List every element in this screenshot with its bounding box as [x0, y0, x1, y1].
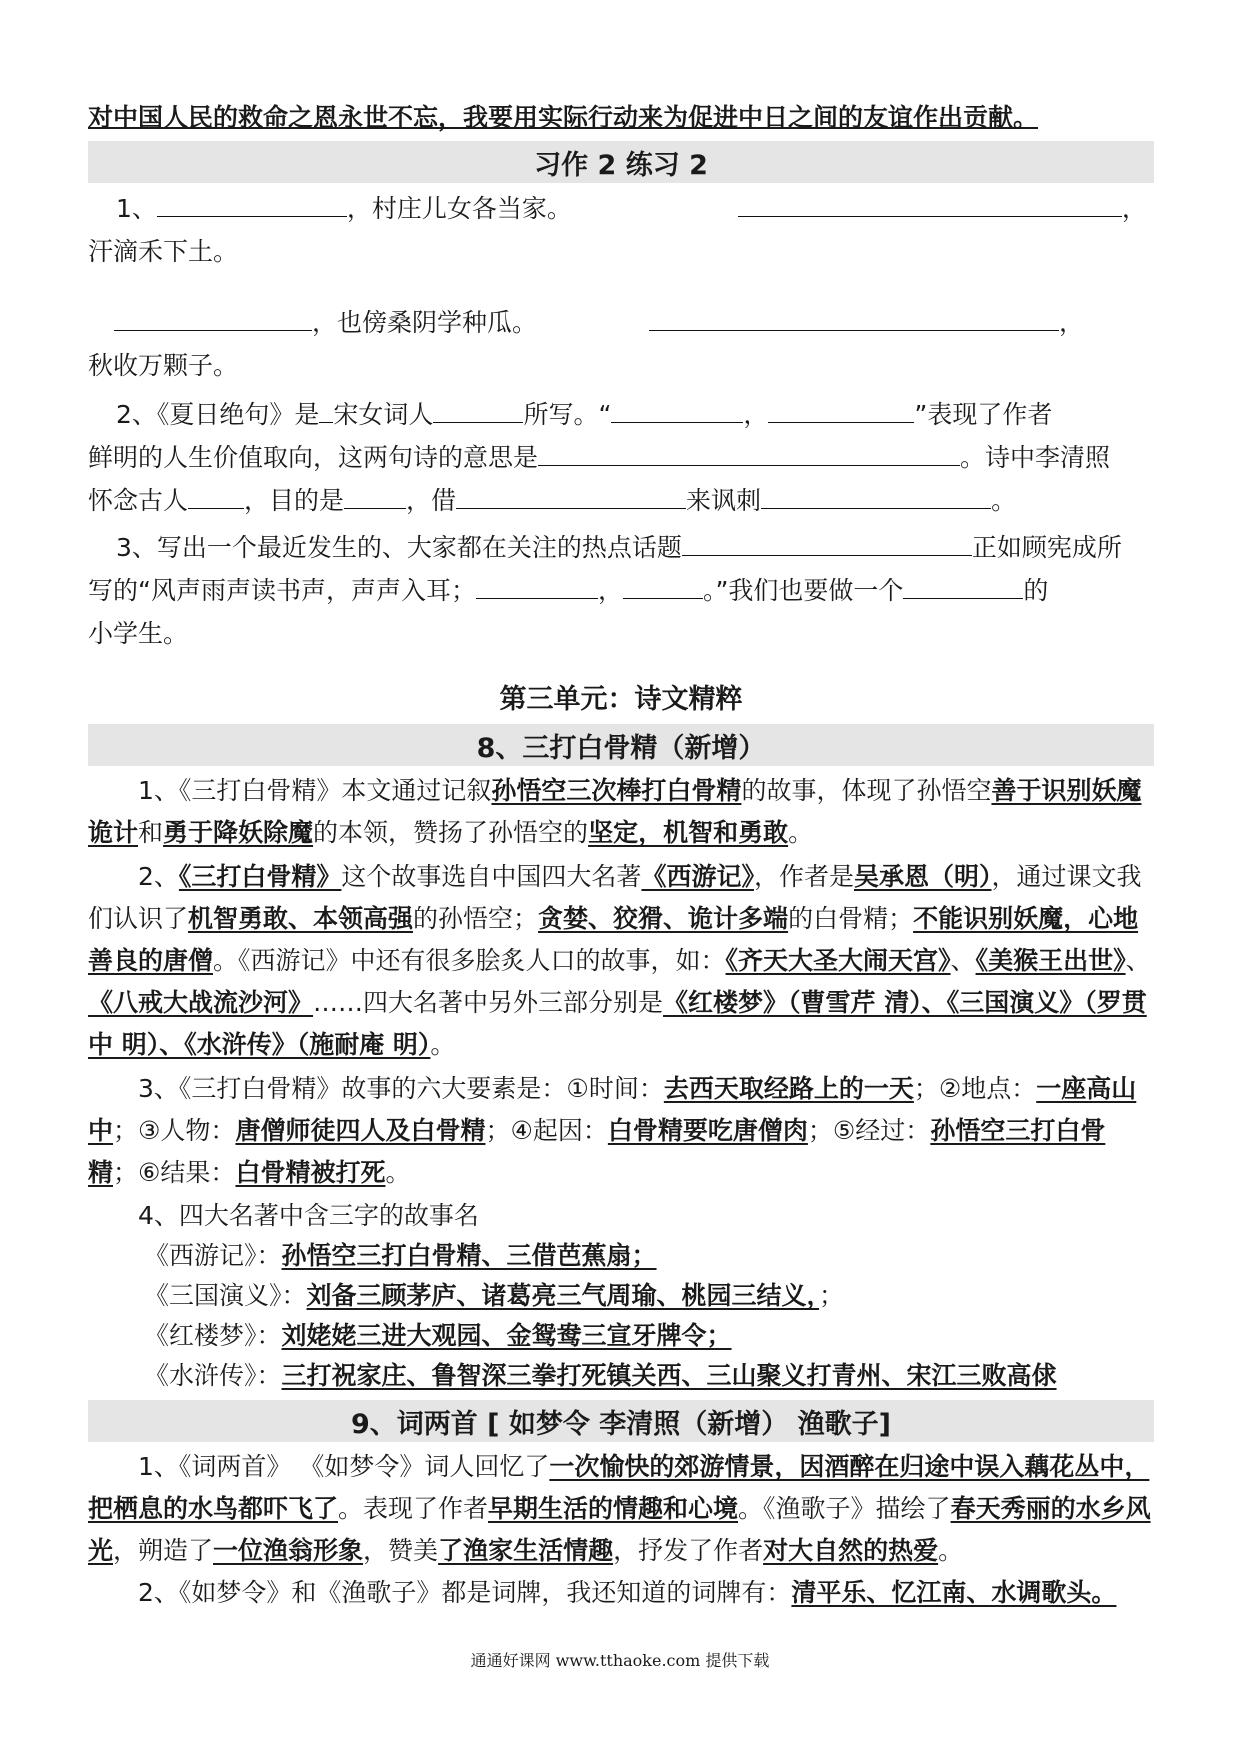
answer: 唐僧师徒四人及白骨精: [235, 1116, 486, 1145]
lesson-8-item-1: 1、《三打白骨精》本文通过记叙孙悟空三次棒打白骨精的故事，体现了孙悟空善于识别妖魔诡计和勇于降妖除魔的本领，赞扬了孙悟空的坚定，机智和勇敢。: [88, 776, 1142, 847]
answer: 去西天取经路上的一天: [663, 1074, 914, 1103]
exercise-2-line-2: [88, 436, 1154, 479]
answer: 贪婪、狡猾、诡计多端: [538, 904, 789, 933]
answer: 孙悟空三打白骨精、三借芭蕉扇；: [281, 1241, 657, 1270]
exercise-text: 鲜明的人生价值取向，这两句诗的意思是: [88, 443, 539, 472]
exercise-2-line-1: [88, 393, 1154, 436]
fill-blank[interactable]: [761, 484, 991, 509]
fill-blank[interactable]: [157, 192, 347, 217]
exercise-1-line-1: [88, 187, 1154, 230]
exercise-text: ，: [743, 400, 769, 429]
fill-blank[interactable]: [903, 574, 1023, 599]
exercise-text: 怀念古人: [88, 486, 189, 515]
exercise-text: 写的“风声雨声读书声，声声入耳；: [88, 576, 476, 605]
answer: 一次愉快的郊游情景，因酒醉在归途中误入藕花丛中，把栖息的水鸟都吓飞了: [88, 1452, 1150, 1523]
answer: 《三打白骨精》: [178, 862, 342, 891]
answer: 坚定，机智和勇敢: [588, 818, 789, 847]
exercise-3-line-2: [88, 569, 1154, 612]
fill-blank[interactable]: [114, 306, 312, 331]
exercise-text: 。诗中李清照: [960, 443, 1111, 472]
exercise-text: ，村庄儿女各当家。: [346, 194, 572, 223]
novel-row-sanguo: 《三国演义》：刘备三顾茅庐、诸葛亮三气周瑜、桃园三结义，；: [144, 1281, 845, 1310]
answer: 白骨精被打死: [235, 1158, 386, 1187]
fill-blank[interactable]: [319, 398, 333, 423]
lesson-9-item-1: 1、《词两首》 《如梦令》词人回忆了一次愉快的郊游情景，因酒醉在归途中误入藕花丛中，把栖息的水鸟都吓飞了。表现了作者早期生活的情趣和心境。《渔歌子》描绘了春天秀丽的水乡风光，朔造了一位渔翁形象，赞美了渔家生活情趣，抒发了作者对大自然的热爱。: [88, 1452, 1151, 1565]
exercise-text: 3、写出一个最近发生的、大家都在关注的热点话题: [116, 533, 682, 562]
exercise-1-line-2: 汗滴禾下土。: [88, 237, 239, 266]
fill-blank[interactable]: [476, 574, 598, 599]
lesson-9-item-2: 2、《如梦令》和《渔歌子》都是词牌，我还知道的词牌有：清平乐、忆江南、水调歌头。: [138, 1578, 1117, 1607]
answer: 三打祝家庄、鲁智深三拳打死镇关西、三山聚义打青州、宋江三败高俅: [281, 1361, 1057, 1390]
answer: 不能识别妖魔，心地善良的唐僧: [88, 904, 1139, 975]
exercise-text: ，: [597, 576, 623, 605]
exercise-1-line-4: 秋收万颗子。: [88, 351, 239, 380]
exercise-text: 宋女词人: [333, 400, 434, 429]
exercise-text: ，: [1059, 308, 1085, 337]
fill-blank[interactable]: [738, 192, 1122, 217]
exercise-text: 。”我们也要做一个: [702, 576, 904, 605]
exercise-1-line-3: [88, 301, 1154, 344]
exercise-text: ，借: [406, 486, 457, 515]
exercise-2-line-3: [88, 479, 1154, 522]
fill-blank[interactable]: [649, 306, 1059, 331]
lesson-8-item-4-title: 4、四大名著中含三字的故事名: [138, 1201, 479, 1230]
answer: 刘备三顾茅庐、诸葛亮三气周瑜、桃园三结义，: [306, 1281, 820, 1310]
exercise-text: 来讽刺: [686, 486, 762, 515]
exercise-3-line-1: [88, 526, 1154, 569]
unit-title: 第三单元：诗文精粹: [499, 684, 743, 715]
document-page: [88, 96, 1154, 1614]
novel-row-xiyouji: 《西游记》：孙悟空三打白骨精、三借芭蕉扇；: [144, 1241, 657, 1270]
novel-row-hongloumeng: 《红楼梦》：刘姥姥三进大观园、金鸳鸯三宣牙牌令；: [144, 1321, 732, 1350]
answer: 《齐天大圣大闹天宫》: [725, 946, 951, 975]
exercise-text: ，目的是: [244, 486, 345, 515]
fill-blank[interactable]: [538, 441, 960, 466]
exercise-3-line-3: 小学生。: [88, 619, 189, 648]
page-footer: 通通好课网 www.tthaoke.com 提供下载: [470, 1651, 770, 1670]
section-header-xizuo: 习作 2 练习 2: [88, 141, 1154, 183]
answer: 一位渔翁形象: [213, 1536, 364, 1565]
answer: 《美猴王出世》: [975, 946, 1126, 975]
fill-blank[interactable]: [456, 484, 686, 509]
continued-sentence: 对中国人民的救命之恩永世不忘，我要用实际行动来为促进中日之间的友谊作出贡献。: [88, 103, 1039, 132]
answer: 孙悟空三次棒打白骨精: [491, 776, 742, 805]
fill-blank[interactable]: [188, 484, 244, 509]
exercise-text: 2、《夏日绝句》是: [116, 400, 320, 429]
lesson-8-item-2: 2、《三打白骨精》这个故事选自中国四大名著《西游记》，作者是吴承恩（明），通过课文我们认识了机智勇敢、本领高强的孙悟空；贪婪、狡猾、诡计多端的白骨精；不能识别妖魔，心地善良的唐僧。《西游记》中还有很多脍炙人口的故事，如：《齐天大圣大闹天宫》、《美猴王出世》、《八戒大战流沙河》……四大名著中另外三部分别是《红楼梦》（曹雪芹 清）、《三国演义》（罗贯中 明）、《水浒传》（施耐庵 明）。: [88, 862, 1151, 1059]
fill-blank[interactable]: [611, 398, 743, 423]
fill-blank[interactable]: [344, 484, 406, 509]
exercise-text: 的: [1023, 576, 1049, 605]
answer: 善于识别妖魔诡计: [88, 776, 1142, 847]
answer: 春天秀丽的水乡风光: [88, 1494, 1151, 1565]
answer: 吴承恩（明）: [853, 862, 992, 891]
answer: 对大自然的热爱: [763, 1536, 939, 1565]
answer: 白骨精要吃唐僧肉: [607, 1116, 808, 1145]
answer: 一座高山中: [88, 1074, 1137, 1145]
exercise-text: 所写。“: [523, 400, 612, 429]
exercise-text: ”表现了作者: [914, 400, 1053, 429]
answer: 清平乐、忆江南、水调歌头。: [791, 1578, 1117, 1607]
answer: 刘姥姥三进大观园、金鸳鸯三宣牙牌令；: [281, 1321, 732, 1350]
section-header-lesson-8: 8、三打白骨精（新增）: [88, 724, 1154, 766]
answer: 了渔家生活情趣: [438, 1536, 614, 1565]
answer: 孙悟空三打白骨精: [88, 1116, 1106, 1187]
answer: 《红楼梦》（曹雪芹 清）、《三国演义》（罗贯中 明）、《水浒传》（施耐庵 明）: [88, 988, 1147, 1059]
fill-blank[interactable]: [682, 531, 972, 556]
exercise-text: 正如顾宪成所: [971, 533, 1122, 562]
section-header-lesson-9: 9、词两首 [ 如梦令 李清照（新增） 渔歌子]: [88, 1400, 1154, 1442]
fill-blank[interactable]: [623, 574, 703, 599]
fill-blank[interactable]: [768, 398, 914, 423]
exercise-number: 1、: [116, 194, 157, 223]
lesson-8-item-3: 3、《三打白骨精》故事的六大要素是：①时间：去西天取经路上的一天；②地点：一座高山中；③人物：唐僧师徒四人及白骨精；④起因：白骨精要吃唐僧肉；⑤经过：孙悟空三打白骨精；⑥结果：白骨精被打死。: [88, 1074, 1137, 1187]
answer: 早期生活的情趣和心境: [488, 1494, 739, 1523]
answer: 《西游记》: [641, 862, 754, 891]
exercise-text: 。: [991, 486, 1017, 515]
novel-row-shuihu: 《水浒传》：三打祝家庄、鲁智深三拳打死镇关西、三山聚义打青州、宋江三败高俅: [144, 1361, 1057, 1390]
fill-blank[interactable]: [433, 398, 523, 423]
answer: 《八戒大战流沙河》: [88, 988, 314, 1017]
answer: 机智勇敢、本领高强: [188, 904, 414, 933]
answer: 勇于降妖除魔: [163, 818, 314, 847]
exercise-text: ，: [1121, 194, 1147, 223]
exercise-text: ，也傍桑阴学种瓜。: [312, 308, 538, 337]
